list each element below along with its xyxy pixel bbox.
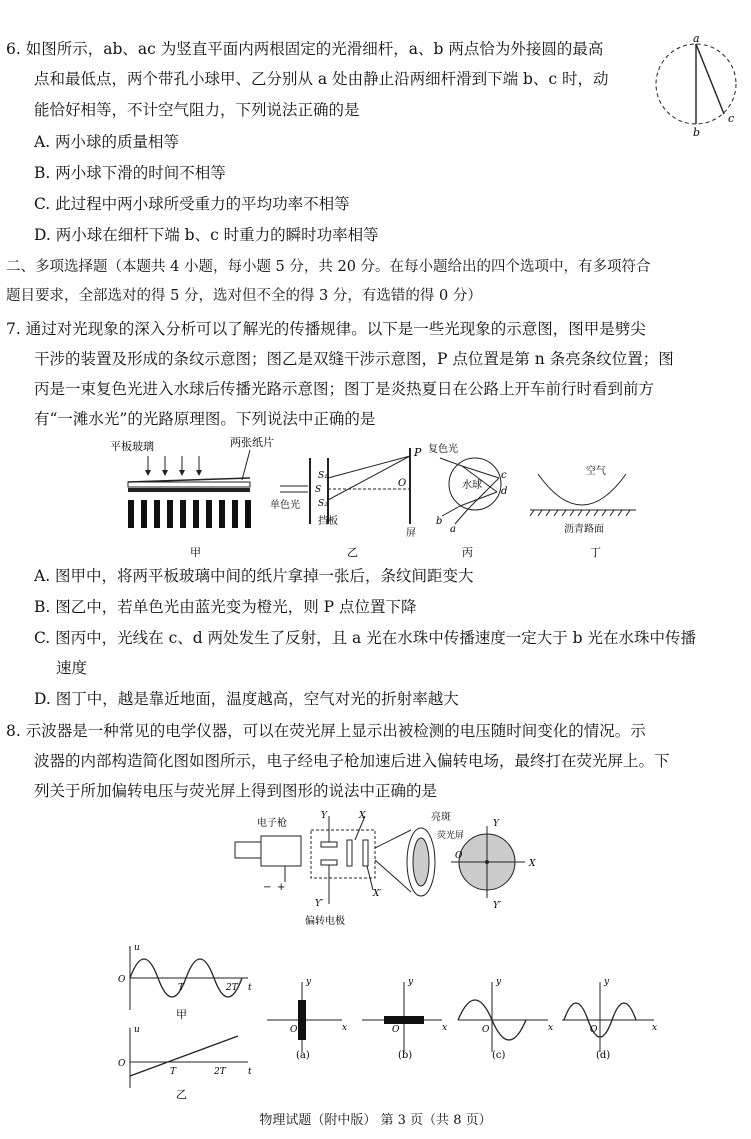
q6-circle-figure bbox=[650, 32, 742, 138]
q8-label-minus: − bbox=[263, 882, 272, 893]
q7-label-mono: 单色光 bbox=[270, 500, 300, 511]
q8-label-Xp: X′ bbox=[373, 889, 382, 899]
q8-label-X: X bbox=[359, 811, 366, 821]
q6-option-b: B. 两小球下滑的时间不相等 bbox=[34, 164, 226, 182]
q8-label-Yp: Y′ bbox=[315, 899, 323, 909]
section2-heading-line-1: 二、多项选择题（本题共 4 小题，每小题 5 分，共 20 分。在每小题给出的四个选项中，有多项符合 bbox=[6, 259, 651, 275]
q7-label-c: c bbox=[501, 470, 507, 481]
q7-option-d: D. 图丁中，越是靠近地面，温度越高，空气对光的折射率越大 bbox=[34, 690, 459, 708]
q7-label-b: b bbox=[436, 516, 443, 527]
q7-cap-ding: 丁 bbox=[590, 546, 601, 559]
q8-graph2-cap: 乙 bbox=[176, 1088, 187, 1101]
section2-heading-line-2: 题目要求，全部选对的得 5 分，选对但不全的得 3 分，有选错的得 0 分） bbox=[6, 288, 482, 304]
q8-label-Y-screen: Y bbox=[493, 819, 499, 829]
q8-graph2-label-u: u bbox=[134, 1025, 140, 1035]
q6-stem-line-3: 能恰好相等，不计空气阻力，下列说法正确的是 bbox=[34, 101, 360, 119]
q6-stem-line-2: 点和最低点，两个带孔小球甲、乙分别从 a 处由静止沿两细杆滑到下端 b、c 时，动 bbox=[34, 70, 609, 88]
q8-label-Y: Y bbox=[321, 811, 327, 821]
q8-graph1-label-t: t bbox=[248, 983, 252, 993]
q8-pattern-d bbox=[562, 977, 657, 1060]
q7-cap-bing: 丙 bbox=[462, 546, 473, 559]
q8-label-plates: 偏转电极 bbox=[305, 916, 345, 927]
q8-cap-c: (c) bbox=[492, 1050, 506, 1060]
q8-label-plus: + bbox=[277, 882, 286, 893]
q8-pat-a-O: O bbox=[290, 1025, 298, 1035]
q8-graph2-label-O: O bbox=[118, 1059, 126, 1069]
q7-stem-line-2: 干涉的装置及形成的条纹示意图；图乙是双缝干涉示意图，P 点位置是第 n 条亮条纹位置；图 bbox=[34, 350, 674, 368]
q8-cap-d: (d) bbox=[596, 1050, 611, 1060]
q8-pat-d-x: x bbox=[652, 1023, 658, 1033]
q8-pat-a-x: x bbox=[342, 1023, 348, 1033]
q8-cap-b: (b) bbox=[398, 1050, 413, 1060]
q7-label-air: 空气 bbox=[586, 466, 606, 477]
q7-label-S1: S₁ bbox=[318, 471, 328, 481]
q8-graph1-label-2T: 2T bbox=[226, 983, 238, 993]
q8-graph1-label-T: T bbox=[178, 983, 185, 993]
q6-fig-label-b: b bbox=[693, 126, 701, 138]
q6-option-c: C. 此过程中两小球所受重力的平均功率不相等 bbox=[34, 195, 350, 213]
q8-pattern-c bbox=[458, 977, 553, 1060]
q8-pat-b-x: x bbox=[442, 1023, 448, 1033]
q7-option-a: A. 图甲中，将两平板玻璃中间的纸片拿掉一张后，条纹间距变大 bbox=[34, 567, 474, 585]
q8-pattern-a bbox=[267, 977, 347, 1060]
q8-pat-a-y: y bbox=[306, 977, 312, 987]
q8-pat-c-y: y bbox=[496, 977, 502, 987]
q7-label-paper: 两张纸片 bbox=[230, 436, 274, 449]
q7-cap-yi: 乙 bbox=[347, 546, 358, 559]
q8-graph1-cap: 甲 bbox=[176, 1008, 187, 1021]
q8-pattern-b bbox=[362, 977, 447, 1060]
q8-label-O-screen: O bbox=[455, 851, 463, 861]
q8-pat-d-O: O bbox=[590, 1025, 598, 1035]
q7-label-road: 沥青路面 bbox=[564, 524, 604, 535]
q7-label-P: P bbox=[414, 446, 422, 459]
q7-label-S2: S₂ bbox=[318, 499, 328, 509]
q7-label-board: 挡板 bbox=[318, 516, 338, 527]
q6-option-a: A. 两小球的质量相等 bbox=[34, 133, 180, 151]
page-footer: 物理试题（附中版） 第 3 页（共 8 页） bbox=[259, 1113, 492, 1128]
q6-stem-line-1: 6. 如图所示，ab、ac 为竖直平面内两根固定的光滑细杆，a、b 两点恰为外接圆的最高 bbox=[6, 40, 604, 58]
q7-fig-jia bbox=[110, 436, 274, 559]
q8-pat-d-y: y bbox=[604, 977, 610, 987]
q8-graph2-label-T: T bbox=[170, 1067, 177, 1077]
q7-label-O: O bbox=[398, 478, 407, 489]
q7-option-b: B. 图乙中，若单色光由蓝光变为橙光，则 P 点位置下降 bbox=[34, 598, 417, 616]
q8-label-spot: 亮斑 bbox=[431, 812, 451, 823]
q8-graph2-label-2T: 2T bbox=[214, 1067, 226, 1077]
q8-graph1-label-u: u bbox=[134, 943, 140, 953]
q6-option-d: D. 两小球在细杆下端 b、c 时重力的瞬时功率相等 bbox=[34, 226, 379, 244]
q7-label-d: d bbox=[501, 486, 508, 497]
q7-fig-yi bbox=[270, 446, 422, 559]
q7-label-complex: 复色光 bbox=[428, 444, 458, 455]
q7-fig-ding bbox=[530, 464, 636, 559]
q8-label-Yp-screen: Y′ bbox=[493, 901, 501, 911]
q8-label-X-screen: X bbox=[529, 859, 536, 869]
q7-stem-line-1: 7. 通过对光现象的深入分析可以了解光的传播规律。以下是一些光现象的示意图，图甲是劈尖 bbox=[6, 320, 646, 338]
q8-stem-line-3: 列关于所加偏转电压与荧光屏上得到图形的说法中正确的是 bbox=[34, 782, 438, 800]
q8-voltage-graphs bbox=[108, 940, 258, 1102]
q8-graph2-label-t: t bbox=[248, 1067, 252, 1077]
q7-option-c-cont: 速度 bbox=[56, 659, 88, 677]
q7-label-plate: 平板玻璃 bbox=[110, 440, 154, 453]
q8-pat-b-O: O bbox=[392, 1025, 400, 1035]
q8-stem-line-2: 波器的内部构造简化图如图所示，电子经电子枪加速后进入偏转电场，最终打在荧光屏上。下 bbox=[34, 752, 670, 770]
q7-stem-line-3: 丙是一束复色光进入水球后传播光路示意图；图丁是炎热夏日在公路上开车前行时看到前方 bbox=[34, 380, 655, 398]
q8-graph1-label-O: O bbox=[118, 975, 126, 985]
q7-label-ball: 水球 bbox=[462, 480, 482, 491]
q7-label-S: S bbox=[315, 485, 322, 495]
q8-label-screen: 荧光屏 bbox=[437, 831, 465, 841]
q6-fig-label-c: c bbox=[728, 112, 735, 125]
q8-label-gun: 电子枪 bbox=[257, 818, 287, 829]
q8-pat-b-y: y bbox=[408, 977, 414, 987]
q8-cap-a: (a) bbox=[296, 1050, 310, 1060]
q8-oscilloscope-figure bbox=[225, 808, 555, 936]
q6-fig-label-a: a bbox=[693, 32, 700, 45]
q7-figures bbox=[110, 436, 650, 561]
q8-pat-c-O: O bbox=[482, 1025, 490, 1035]
q8-pat-c-x: x bbox=[548, 1023, 554, 1033]
q7-option-c: C. 图丙中，光线在 c、d 两处发生了反射，且 a 光在水珠中传播速度一定大于 b 光在水珠中传播 bbox=[34, 629, 696, 647]
q7-fig-bing bbox=[428, 442, 507, 559]
q8-screen-patterns bbox=[262, 970, 662, 1060]
q7-stem-line-4: 有“一滩水光”的光路原理图。下列说法中正确的是 bbox=[34, 410, 376, 428]
q7-cap-jia: 甲 bbox=[190, 546, 201, 559]
q7-label-a: a bbox=[450, 524, 456, 535]
q8-stem-line-1: 8. 示波器是一种常见的电学仪器，可以在荧光屏上显示出被检测的电压随时间变化的情况。示 bbox=[6, 722, 646, 740]
q7-label-screen: 屏 bbox=[406, 528, 416, 539]
